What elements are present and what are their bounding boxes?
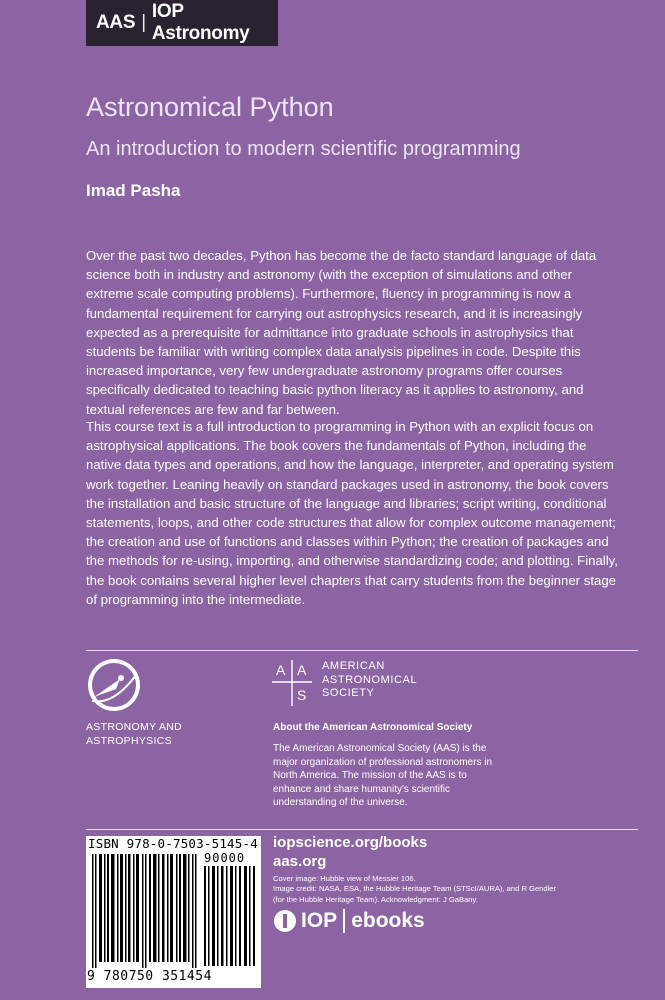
credits-line2: Image credit: NASA, ESA, the Hubble Heritage Team (STScI/AURA), and R Gendler xyxy=(273,884,557,894)
divider-top xyxy=(86,650,638,651)
description-paragraph-1: Over the past two decades, Python has become the de facto standard language of data science both in industry and astronomy (with the exception of simulations and other extreme scale computing problems). Furthermore, fluency in programming is now a fundamental requirement for carrying out astrophysics research, and it is increasingly expected as a prerequisite for admittance into graduate schools in astrophysics that students be familiar with writing complex data analysis pipelines in code. Despite this increased importance, very few undergraduate astronomy programs offer courses specifically dedicated to teaching basic python literacy as it applies to astronomy, and textual references are few and far between. xyxy=(86,248,597,417)
iop-ebooks-logo xyxy=(273,909,425,933)
about-heading: About the American Astronomical Society xyxy=(273,722,473,733)
aas-wordmark: AAS xyxy=(96,12,136,33)
series-label-line2: ASTROPHYSICS xyxy=(86,735,172,747)
divider-bottom xyxy=(86,829,638,830)
aas-logo-letter-2: A xyxy=(297,662,307,678)
series-label xyxy=(86,720,236,748)
astronomy-astrophysics-logo-icon xyxy=(86,657,142,713)
credits-line1: Cover image: Hubble view of Messier 106. xyxy=(273,874,416,883)
series-label-line1: ASTRONOMY AND xyxy=(86,721,182,733)
book-title: Astronomical Python xyxy=(86,92,334,122)
iop-wordmark: IOP xyxy=(301,909,338,932)
book-author: Imad Pasha xyxy=(86,181,181,200)
description-paragraph-2: This course text is a full introduction to programming in Python with an explicit focus on astrophysical applications. The book covers the fundamentals of Python, including the native data types and operations, and how the language, interpreter, and operating system work together. Leaning heavily on standard packages used in astronomy, the book covers the installation and basic structure of the language and libraries; script writing, conditional statements, loops, and other code structures that allow for complex outcome management; the creation and use of functions and classes within Python; the creation of packages and the methods for re-using, importing, and otherwise standardizing code; and plotting. Finally, the book contains several higher level chapters that carry students from the beginner stage of programming into the intermediate. xyxy=(86,419,618,607)
aas-name-line1: AMERICAN xyxy=(322,660,385,672)
about-body: The American Astronomical Society (AAS) is the major organization of professional astronomers in North America. The mission of the AAS is to enhance and share humanity's scientific understanding of the universe. xyxy=(273,743,492,809)
barcode xyxy=(86,836,261,988)
aas-name-line3: SOCIETY xyxy=(322,687,375,699)
ebooks-wordmark: ebooks xyxy=(351,909,425,932)
imprint-separator xyxy=(343,909,345,933)
addon-barcode-icon xyxy=(204,866,256,966)
iop-circle-icon xyxy=(273,909,297,933)
book-subtitle: An introduction to modern scientific programming xyxy=(86,138,521,160)
publisher-separator: | xyxy=(141,12,146,33)
ean-digits: 9 780750 351454 xyxy=(87,969,212,984)
cover-credits xyxy=(273,874,573,905)
aas-logo-letter-3: S xyxy=(297,687,307,703)
aas-name-line2: ASTRONOMICAL xyxy=(322,673,418,686)
aas-logo-icon xyxy=(270,660,314,706)
credits-line3: (for the Hubble Heritage Team). Acknowledgment: J GaBany. xyxy=(273,894,478,904)
isbn-addon-digits: 90000 xyxy=(204,851,246,865)
iopscience-books-link[interactable]: iopscience.org/books xyxy=(273,834,428,851)
iop-astronomy-wordmark: IOP Astronomy xyxy=(151,1,250,44)
aas-logo-letter-1: A xyxy=(276,662,286,678)
isbn-label: ISBN 978-0-7503-5145-4 xyxy=(88,836,258,851)
aas-name xyxy=(322,660,522,701)
ean-barcode-icon xyxy=(92,854,200,968)
publisher-bar xyxy=(86,0,278,46)
aas-org-link[interactable]: aas.org xyxy=(273,853,327,870)
